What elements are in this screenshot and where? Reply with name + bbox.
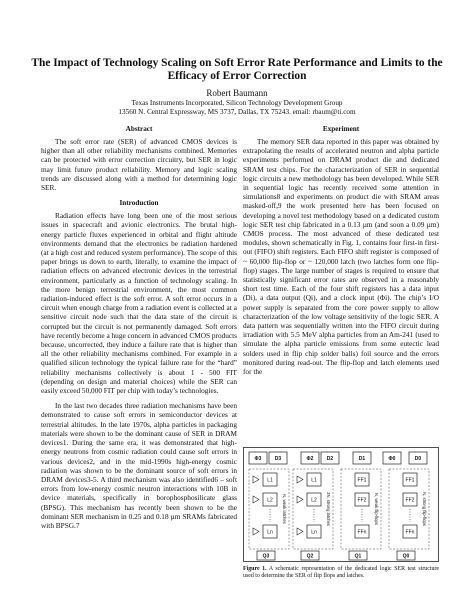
buffer-triangle [297,476,303,483]
flip-flop-label: FF1 [405,477,415,484]
buffer-triangle [297,496,303,503]
flip-flop-label: FFn [405,529,415,536]
latch-label: L2 [267,497,273,504]
affiliation-line-2: 13560 N. Central Expressway, MS 3737, Dallas, TX 75243. email: rbaum@ti.com [118,108,356,116]
output-label: Q2 [306,553,314,560]
latch-label: L1 [311,477,317,484]
latch-label: Ln [311,529,317,536]
author-name: Robert Baumann [206,88,268,98]
input-label: D0 [414,456,422,462]
column-caption: N, strong flip-flops [422,492,427,526]
input-label: Φ2 [306,456,314,462]
introduction-heading: Introduction [119,199,159,208]
latch-label: Ln [267,529,273,536]
input-label: Φ3 [254,456,262,462]
intro-paragraph-2: In the last two decades three radiation mechanisms have been demonstrated to cause soft errors in semiconductor devices at terrestrial altitudes. In the late 1970s, alpha particles in packaging materials were shown to be the dominant cause of SER in DRAM devices1. During the same era, it was demonstrated that high-energy neutrons from cosmic radiation could cause soft errors in various devices2, and in the mid-1990s high-energy cosmic radiation was shown to be the dominant source of soft errors in DRAM devices3-5. A third mechanism was also identified6 – soft errors from low-energy cosmic neutron interactions with 10B in device materials, specifically in borophosphosilicate glass (BPSG). This mechanism has recently been shown to be the dominant SER mechanism in 0.25 and 0.18 µm SRAMs fabricated with BPSG.7 [41,401,237,530]
input-label: D3 [274,456,282,462]
output-label: Q1 [354,553,362,560]
flip-flop-label: FF1 [357,477,367,484]
input-label: Φ0 [388,456,396,462]
latch-label: L1 [267,477,273,484]
input-label: D1 [358,456,366,462]
flip-flop-label: FFn [357,529,367,536]
column-caption: 2N, strong latches [326,492,331,526]
abstract-heading: Abstract [125,125,153,133]
paper-title: The Impact of Technology Scaling on Soft Error Rate Performance and Limits to the Efficacy of Error Correction [31,57,443,82]
experiment-heading: Experiment [322,125,360,133]
buffer-triangle [297,528,303,535]
figure-1-caption [243,566,439,580]
input-label: D2 [326,456,334,462]
buffer-triangle [253,476,259,483]
column-caption: N, weak flip-flops [374,493,379,525]
flip-flop-label: FF2 [357,497,367,504]
column-caption: N, weak latches [282,494,287,524]
buffer-triangle [253,528,259,535]
intro-paragraph-1: Radiation effects have long been one of the most serious issues in spacecraft and avionic electronics. The brutal high-energy particle fluxes experienced in orbital and flight altitude environments demand that the electronics be radiation hardened (at a high cost and reduced system performance). The scope of this paper brings us down to earth, literally, to examine the impact of radiation effects on advanced electronic devices in the terrestrial environment, particularly as a function of technology scaling. In the more benign terrestrial environment, the most common radiation-induced effect is the soft error. A soft error occurs in a circuit when enough charge from a radiation event is collected at a sensitive circuit node such that the data state of the circuit is corrupted but the circuit is not permanently damaged. Soft errors have recently become a huge concern in advanced CMOS products because, uncorrected, they induce a failure rate that is higher than all the other reliability mechanisms combined. For example in a qualified silicon technology the typical failure rate for the “hard” reliability mechanisms collectively is about 1 - 500 FIT (depending on design and material choices) while the SER can easily exceed 50,000 FIT per chip with today’s technologies. [41,211,237,396]
output-label: Q0 [402,553,410,560]
left-column [41,125,237,530]
affiliation-line-1: Texas Instruments Incorporated, Silicon Technology Development Group [131,99,343,107]
right-column [243,125,439,376]
output-label: Q3 [262,553,270,560]
flip-flop-label: FF2 [405,497,415,504]
abstract-paragraph: The soft error rate (SER) of advanced CMOS devices is higher than all other reliability mechanisms combined. Memories can be protected with error correction circuitry, but SER in logic may limit future product reliability. Memory and logic scaling trends are discussed along with a method for determining logic SER. [41,137,237,193]
buffer-triangle [253,496,259,503]
experiment-paragraph: The memory SER data reported in this paper was obtained by extrapolating the results of accelerated neutron and alpha particle experiments performed on DRAM product die and dedicated SRAM test chips. For the characterization of SER in sequential logic circuits a new methodology has been developed. While SER in sequential logic has recently received some attention in simulations8 and experiments on product die with SRAM areas masked-off,9 the work presented here has been focused on developing a novel test methodology based on a dedicated custom logic SER test chip fabricated in a 0.13 µm (and soon a 0.09 µm) CMOS process. The most advanced of these dedicated test modules, shown schematically in Fig. 1, contains four first-in first-out (FIFO) shift registers. Each FIFO shift register is composed of ~ 60,000 flip-flop or ~ 120,000 latch (two latches form one flip-flop) stages. The large number of stages is required to ensure that statistically significant error rates are observed in a reasonably short test time. Each of the four shift registers has a data input (Di), a data output (Qi), and a clock input (Φi). The chip’s I/O power supply is separated from the core power supply to allow characterization of the low voltage sensitivity of the logic SER. A data pattern was sequentially written into the FIFO circuit during irradiation with 5.5 MeV alpha particles from an Am-241 (used to simulate the alpha particle emissions from some eutectic lead solders used in flip chip solder balls) foil source and the errors monitored during read-out. The flip-flop and latch elements used for the [243,137,439,377]
caption-label: Figure 1. [243,566,267,572]
figure-1-schematic [243,447,439,562]
caption-text: A schematic representation of the dedicated logic SER test structure used to determine the SER of flip flops and latches. [243,566,439,580]
affiliation [0,99,474,117]
latch-label: L2 [311,497,317,504]
